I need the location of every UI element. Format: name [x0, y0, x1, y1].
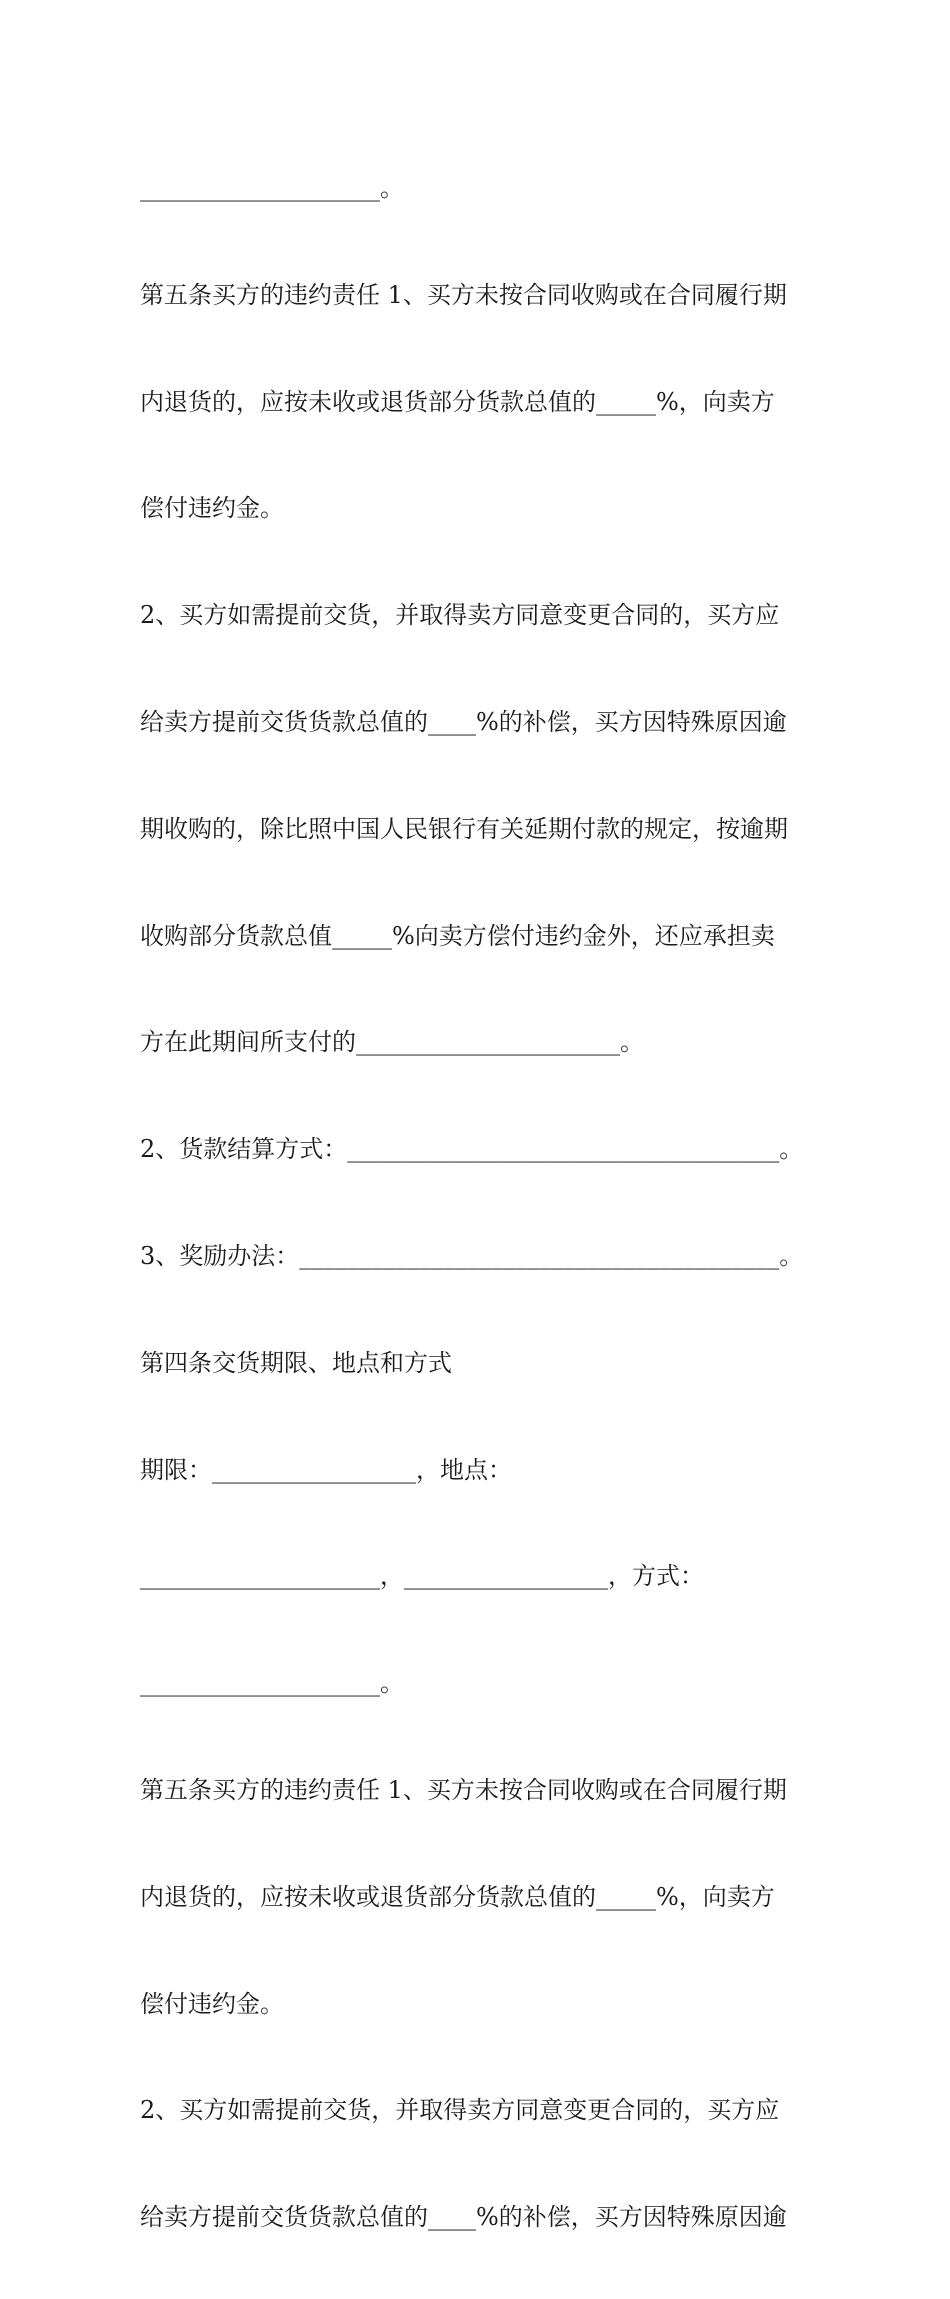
text-line: 期限：_________________，地点：: [140, 1455, 512, 1484]
text-line: 内退货的，应按未收或退货部分货款总值的_____%，向卖方: [140, 1882, 775, 1911]
text-line: 2、买方如需提前交货，并取得卖方同意变更合同的，买方应: [140, 2096, 780, 2125]
text-line: 2、买方如需提前交货，并取得卖方同意变更合同的，买方应: [140, 601, 780, 630]
text-line: 给卖方提前交货货款总值的____%的补偿，买方因特殊原因逾: [140, 2203, 787, 2232]
text-line: ____________________，_________________，方式：: [140, 1562, 704, 1591]
text-line: ____________________。: [140, 174, 404, 202]
text-line: 偿付违约金。: [140, 494, 284, 523]
text-line: 收购部分货款总值_____%向卖方偿付违约金外，还应承担卖: [140, 921, 775, 950]
document-body: [140, 107, 820, 2299]
text-line: 3、奖励办法：________________________________________。: [140, 1241, 804, 1270]
text-line: 2、货款结算方式：____________________________________。: [140, 1135, 804, 1164]
text-line: 内退货的，应按未收或退货部分货款总值的_____%，向卖方: [140, 387, 775, 416]
text-line: 第五条买方的违约责任 1、买方未按合同收购或在合同履行期: [140, 1775, 787, 1804]
text-line: 给卖方提前交货货款总值的____%的补偿，买方因特殊原因逾: [140, 707, 787, 736]
text-line: ____________________。: [140, 1669, 404, 1698]
text-line: 第四条交货期限、地点和方式: [140, 1348, 452, 1377]
text-line: 偿付违约金。: [140, 1989, 284, 2018]
text-line: 方在此期间所支付的______________________。: [140, 1028, 644, 1057]
text-line: 第五条买方的违约责任 1、买方未按合同收购或在合同履行期: [140, 280, 787, 309]
text-line: 期收购的，除比照中国人民银行有关延期付款的规定，按逾期: [140, 814, 788, 843]
